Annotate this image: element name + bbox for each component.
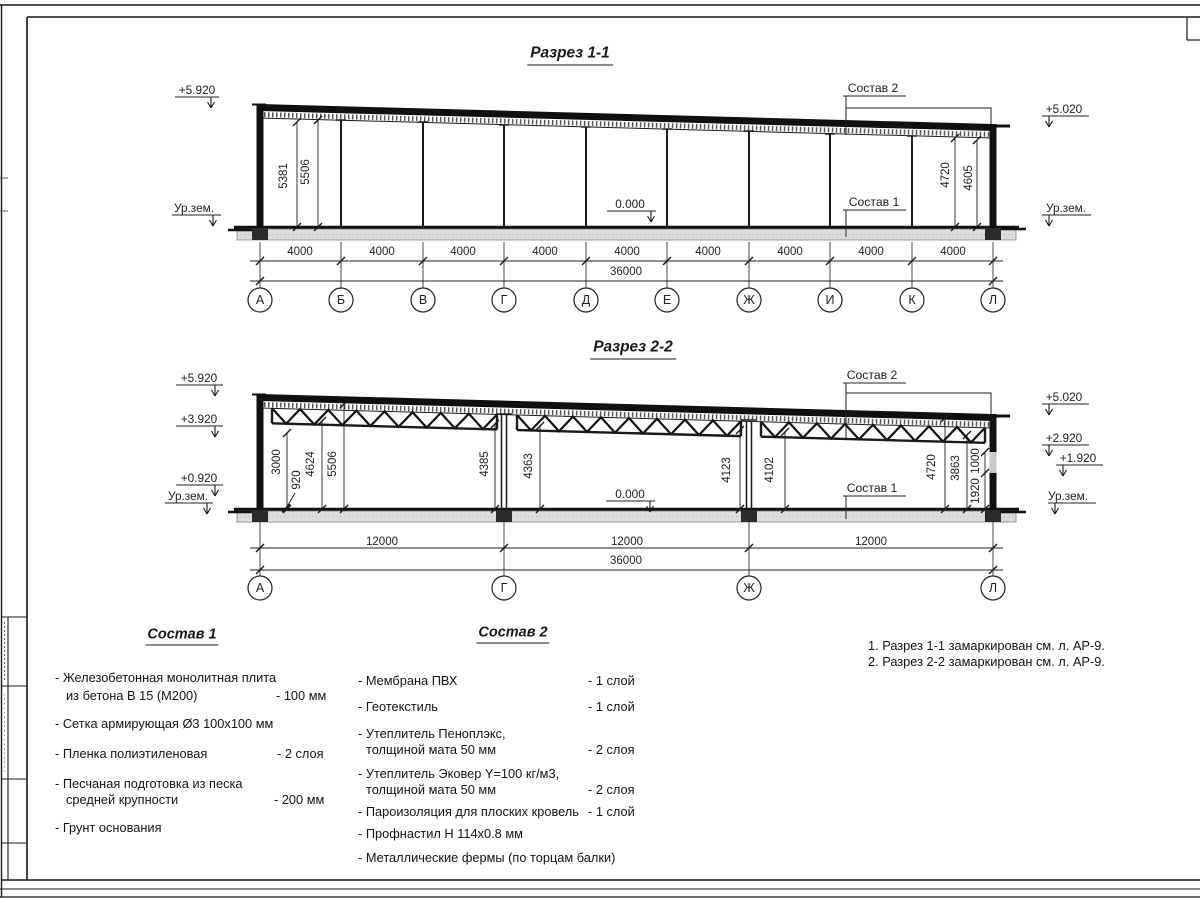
dim-label: 1000 (970, 448, 982, 474)
dim-label: 4123 (721, 457, 733, 483)
list-item-value: - 1 слой (588, 804, 635, 819)
dim-label: 12000 (366, 536, 398, 548)
dim-label: 4000 (777, 246, 803, 258)
leader-label-sostav1: Состав 1 (848, 195, 900, 209)
dim-label: 5506 (327, 451, 339, 477)
dim-label: 4102 (764, 457, 776, 483)
axis-bubble-label: Л (988, 581, 998, 595)
ground-level-mark: Ур.зем. (167, 489, 209, 503)
dim-label: 4000 (614, 246, 640, 258)
dim-label: 4720 (940, 162, 952, 188)
list-item-value: - 1 слой (588, 699, 635, 714)
axis-bubble-label: Б (336, 293, 346, 307)
elevation-mark: +3.920 (180, 412, 218, 426)
list-item: - Металлические фермы (по торцам балки) (358, 850, 616, 865)
dim-label: 4385 (479, 451, 491, 477)
dim-label: 4000 (287, 246, 313, 258)
leader-label-sostav2: Состав 2 (846, 368, 898, 382)
axis-bubble-label: А (255, 581, 265, 595)
sostav2-heading: Состав 2 (476, 625, 549, 644)
dim-label: 12000 (855, 536, 887, 548)
axis-bubble-label: В (418, 293, 428, 307)
section1-title: Разрез 1-1 (527, 45, 613, 66)
axis-bubble-label: Г (500, 293, 508, 307)
list-item: толщиной мата 50 мм (366, 782, 496, 797)
list-item: - Сетка армирующая Ø3 100х100 мм (55, 716, 274, 731)
dim-label: 4720 (926, 454, 938, 480)
list-item: - Пароизоляция для плоских кровель (358, 804, 579, 819)
dim-label: 5506 (300, 159, 312, 185)
note-line: 2. Разрез 2-2 замаркирован см. л. АР-9. (868, 654, 1105, 669)
leader-label-sostav1: Состав 1 (846, 481, 898, 495)
dim-label: 1920 (970, 478, 982, 504)
sostav1-heading: Состав 1 (145, 627, 218, 646)
list-item-value: - 1 слой (588, 673, 635, 688)
dim-label: 12000 (611, 536, 643, 548)
list-item-value: - 200 мм (274, 792, 325, 807)
axis-bubble-label: Л (988, 293, 998, 307)
list-item: - Мембрана ПВХ (358, 673, 458, 688)
dim-label: 4000 (532, 246, 558, 258)
elevation-mark: +2.920 (1045, 431, 1083, 445)
list-item: - Профнастил Н 114х0.8 мм (358, 826, 523, 841)
ground-level-mark: Ур.зем. (173, 201, 215, 215)
axis-bubble-label: К (908, 293, 916, 307)
floor-elevation-mark: 0.000 (615, 197, 645, 211)
list-item: из бетона В 15 (М200) (66, 688, 198, 703)
note-line: 1. Разрез 1-1 замаркирован см. л. АР-9. (868, 638, 1105, 653)
axis-bubble-label: Ж (743, 293, 755, 307)
list-item: толщиной мата 50 мм (366, 742, 496, 757)
list-item-value: - 2 слоя (588, 742, 635, 757)
leader-label-sostav2: Состав 2 (847, 81, 899, 95)
axis-bubble-label: Д (581, 293, 591, 307)
axis-bubble-label: Ж (743, 581, 755, 595)
list-item: средней крупности (66, 792, 179, 807)
dim-label: 4000 (858, 246, 884, 258)
dim-label: 4000 (940, 246, 966, 258)
list-item-value: - 2 слоя (588, 782, 635, 797)
dim-label: 3863 (950, 455, 962, 481)
axis-bubble-label: Г (500, 581, 508, 595)
elevation-mark: +0.920 (180, 471, 218, 485)
ground-level-mark: Ур.зем. (1047, 489, 1089, 503)
floor-elevation-mark: 0.000 (615, 487, 645, 501)
dim-label: 4000 (450, 246, 476, 258)
section2-title: Разрез 2-2 (590, 339, 676, 360)
dim-total-label: 36000 (610, 555, 642, 567)
list-item: - Геотекстиль (358, 699, 438, 714)
elevation-mark: +5.920 (178, 83, 216, 97)
dim-label: 5381 (278, 163, 290, 189)
dim-total-label: 36000 (610, 266, 642, 278)
elevation-mark: +5.020 (1045, 102, 1083, 116)
list-item: - Грунт основания (55, 820, 162, 835)
dim-label: 3000 (271, 449, 283, 475)
axis-bubble-label: А (255, 293, 265, 307)
dim-label: 920 (291, 470, 303, 490)
elevation-mark: +1.920 (1059, 451, 1097, 465)
list-item: - Песчаная подготовка из песка (55, 776, 243, 791)
dim-label: 4000 (369, 246, 395, 258)
axis-bubble-label: Е (662, 293, 672, 307)
elevation-mark: +5.920 (180, 371, 218, 385)
list-item: - Железобетонная монолитная плита (55, 670, 277, 685)
list-item: - Утеплитель Пеноплэкс, (358, 726, 506, 741)
ground-level-mark: Ур.зем. (1045, 201, 1087, 215)
elevation-mark: +5.020 (1045, 390, 1083, 404)
list-item: - Пленка полиэтиленовая (55, 746, 208, 761)
axis-bubble-label: И (825, 293, 835, 307)
dim-label: 4363 (523, 453, 535, 479)
dim-label: 4000 (695, 246, 721, 258)
list-item-value: - 100 мм (276, 688, 327, 703)
list-item: - Утеплитель Эковер Y=100 кг/м3, (358, 766, 560, 781)
list-item-value: - 2 слоя (277, 746, 324, 761)
dim-label: 4605 (963, 165, 975, 191)
dim-label: 4624 (305, 451, 317, 477)
